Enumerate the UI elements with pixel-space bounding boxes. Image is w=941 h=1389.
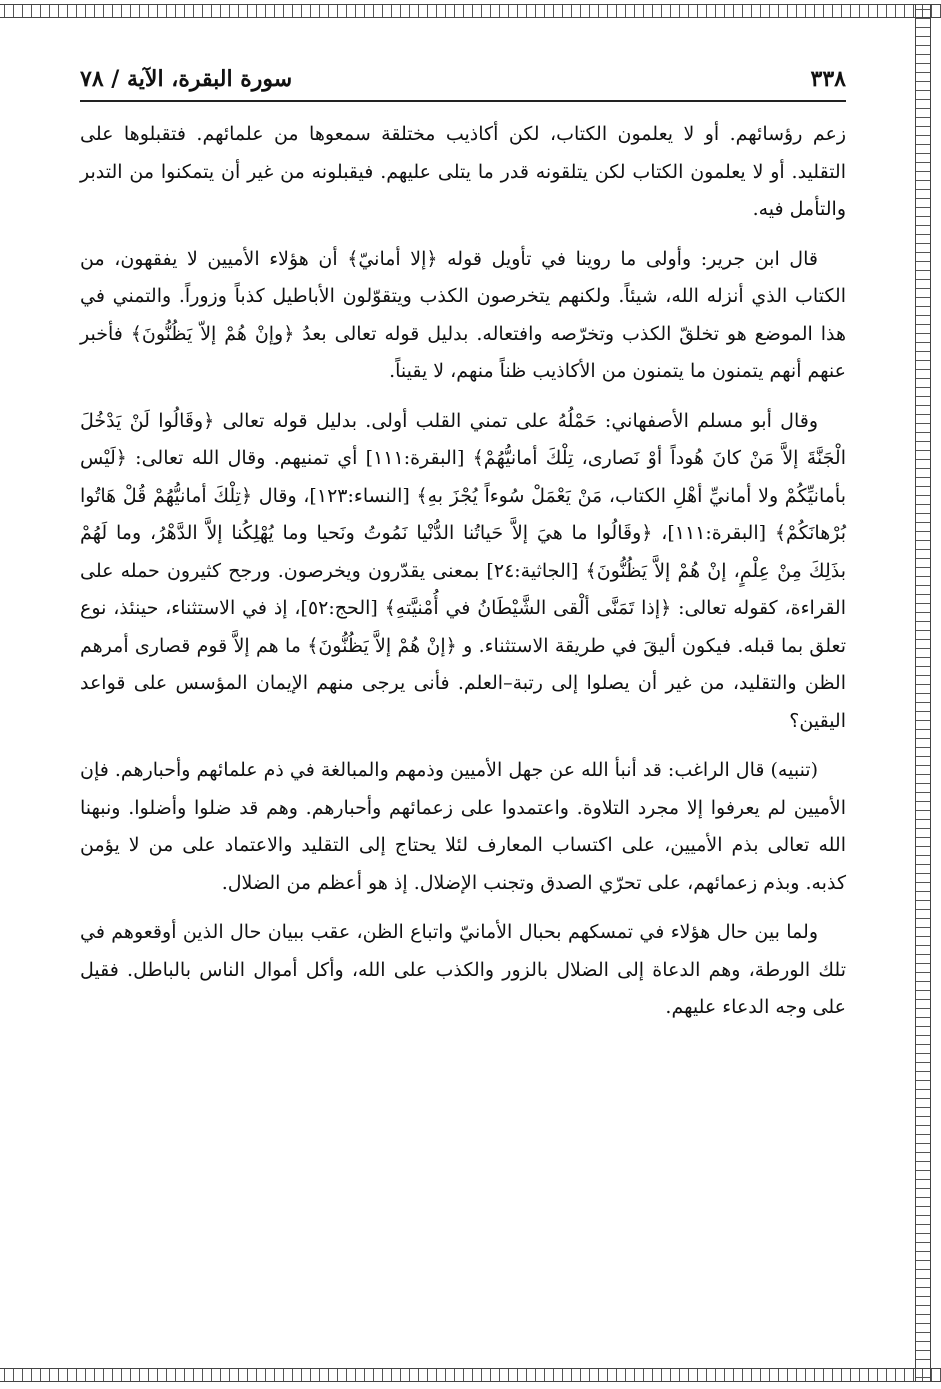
paragraph: قال ابن جرير: وأولى ما روينا في تأويل قوله ﴿إلا أمانيّ﴾ أن هؤلاء الأميين لا يفقهون، من الكتاب الذي أنزله الله، شيئاً. ولكنهم يتخرصون الكذب ويتقوّلون الأباطيل كذباً وزوراً. والتمني في هذا الموضع هو تخلقّ الكذب وتخرّصه وافتعاله. بدليل قوله تعالى بعدُ ﴿وإنْ هُمْ إلاّ يَظُنُّونَ﴾ فأخبر عنهم أنهم يتمنون ما يتمنون من الأكاذيب ظناً منهم، لا يقيناً. — [80, 247, 846, 382]
page-border-top — [0, 4, 941, 18]
book-page — [80, 40, 846, 1360]
body-text — [80, 116, 846, 1027]
paragraph: (تنبيه) قال الراغب: قد أنبأ الله عن جهل الأميين وذمهم والمبالغة في ذم علمائهم وأحبارهم. فإن الأميين لم يعرفوا إلا مجرد التلاوة. واعتمدوا على زعمائهم وأحبارهم. وهم قد ضلوا وأضلوا. ونبهنا الله تعالى بذم الأميين، على اكتساب المعارف لئلا يحتاج إلى التقليد والاعتماد على من لا يؤمن كذبه. وبذم زعمائهم، على تحرّي الصدق وتجنب الإضلال. إذ هو أعظم من الضلال. — [80, 759, 846, 894]
paragraph: زعم رؤسائهم. أو لا يعلمون الكتاب، لكن أكاذيب مختلقة سمعوها من علمائهم. فتقبلوها على التقليد. أو لا يعلمون الكتاب لكن يتلقونه قدر ما يتلى عليهم. فيقبلونه من غير أن يتمكنوا من التدبر والتأمل فيه. — [80, 123, 846, 220]
paragraph: وقال أبو مسلم الأصفهاني: حَمْلُهُ على تمني القلب أولى. بدليل قوله تعالى ﴿وقَالُوا لَنْ يَدْخُلَ الْجَنَّةَ إلاَّ مَنْ كانَ هُوداً أوْ نَصارى، تِلْكَ أمانيُّهُمْ﴾ [البقرة:١١١] أي تمنيهم. وقال الله تعالى: ﴿لَيْس بأمانيِّكُمْ ولا أمانيِّ أهْلِ الكتاب، مَنْ يَعْمَلْ سُوءاً يُجْزَ بهِ﴾ [النساء:١٢٣]، وقال ﴿تِلْكَ أمانيُّهُمْ قُلْ هَاتُوا بُرْهانَكُمْ﴾ [البقرة:١١١]، ﴿وقَالُوا ما هيَ إلاَّ حَياتُنا الدُّنْيا نَمُوتُ ونَحيا وما يُهْلِكُنا إلاَّ الدَّهْرُ، وما لَهُمْ بذَلِكَ مِنْ عِلْمٍ، إنْ هُمْ إلاَّ يَظُنُّونَ﴾ [الجاثية:٢٤] بمعنى يقدّرون ويخرصون. ورجح كثيرون حمله على القراءة، كقوله تعالى: ﴿إذا تَمَنَّى ألْقى الشَّيْطَانُ في أُمْنيَّتهِ﴾ [الحج:٥٢]، إذ في الاستثناء، حينئذ، نوع تعلق بما قبله. فيكون أليقَ في طريقة الاستثناء. و ﴿إنْ هُمْ إلاَّ يَظُنُّونَ﴾ ما هم إلاَّ قوم قصارى أمرهم الظن والتقليد، من غير أن يصلوا إلى رتبة–العلم. فأنى يرجى منهم الإيمان المؤسس على قواعد اليقين؟ — [80, 409, 846, 732]
page-border-right — [915, 4, 931, 1382]
paragraph: ولما بين حال هؤلاء في تمسكهم بحبال الأمانيّ واتباع الظن، عقب ببيان حال الذين أوقعوهم في تلك الورطة، وهم الدعاة إلى الضلال بالزور والكذب على الله، وأكل أموال الناس بالباطل. فقيل على وجه الدعاء عليهم. — [80, 921, 846, 1018]
page-header — [80, 40, 846, 102]
page-number: ٣٣٨ — [810, 66, 846, 92]
page-border-bottom — [0, 1368, 941, 1382]
running-title: سورة البقرة، الآية / ٧٨ — [80, 66, 293, 92]
